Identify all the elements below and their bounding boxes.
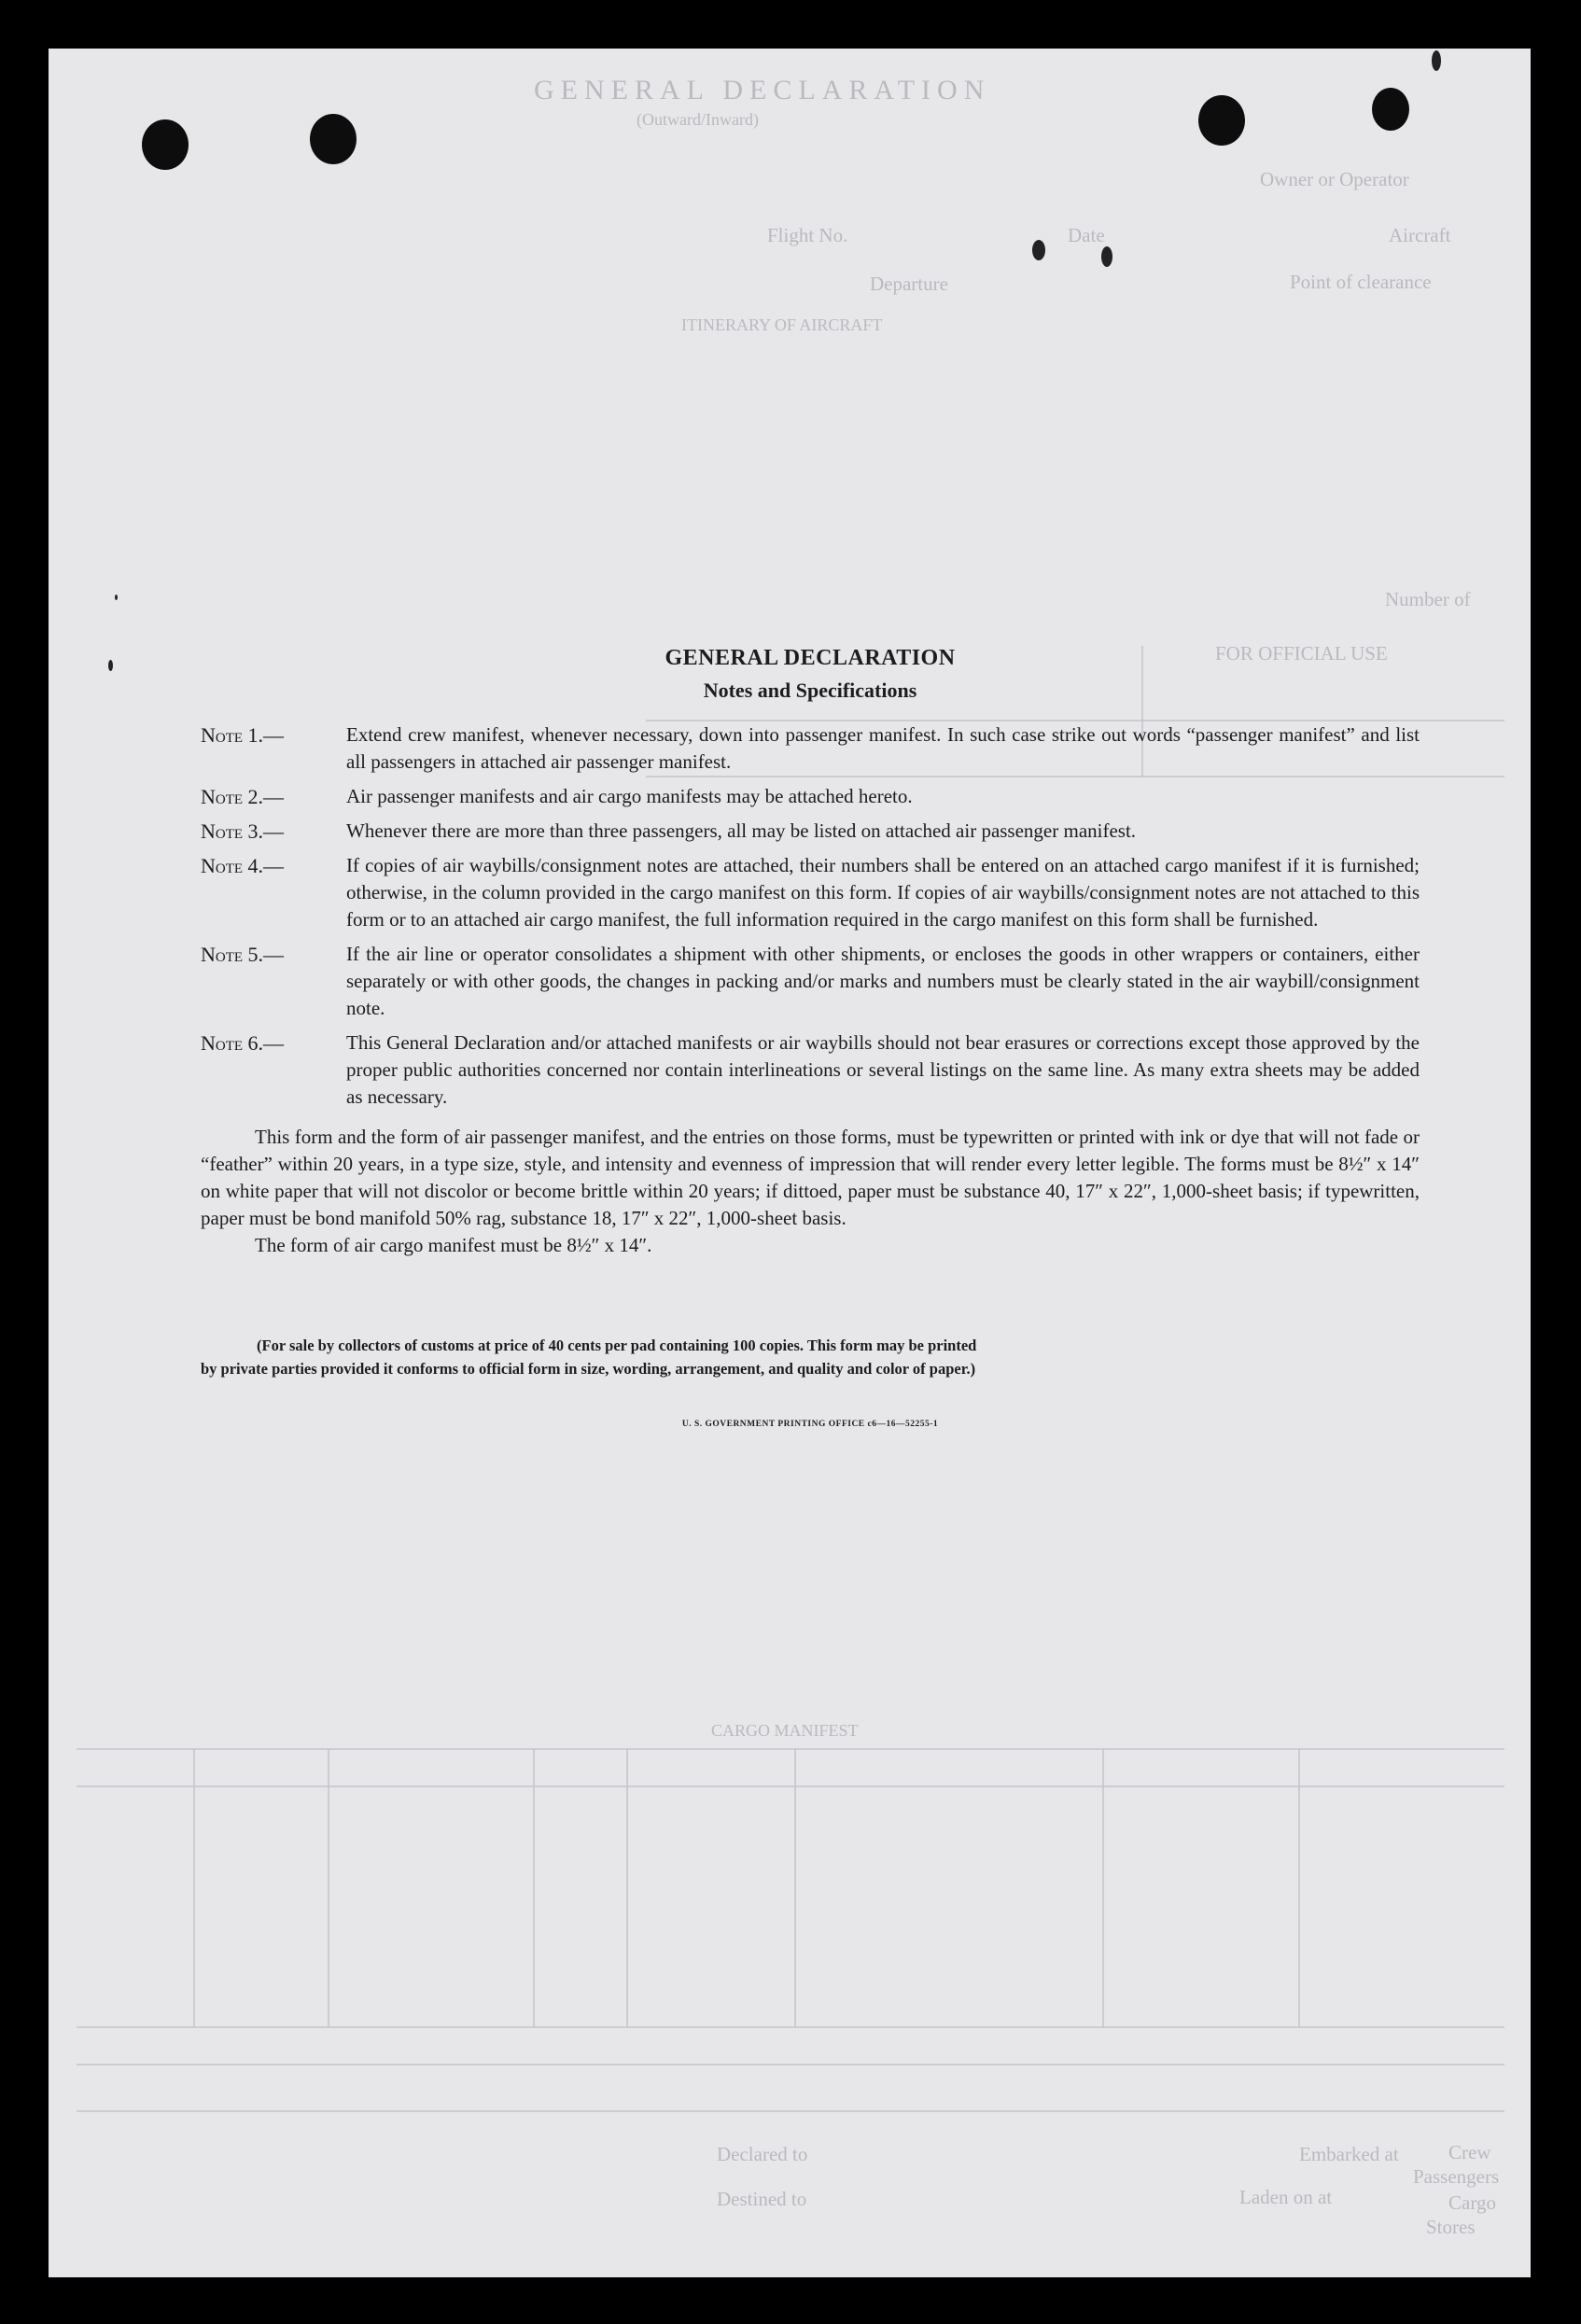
note-3 (201, 818, 1420, 845)
show-through-label: Embarked at (1299, 2143, 1399, 2165)
note-6 (201, 1029, 1420, 1111)
show-through-label: Departure (870, 273, 948, 295)
show-through-label: Number of (1385, 588, 1471, 610)
note-label: Note 4.— (201, 854, 285, 877)
show-through-label: Stores (1426, 2216, 1476, 2238)
show-through-label: Point of clearance (1290, 271, 1432, 293)
sale-notice-line: (For sale by collectors of customs at price of 40 cents per pad containing 100 copies. This form may be printed (257, 1337, 977, 1354)
show-through-label: Laden on at (1239, 2186, 1333, 2208)
show-through-label: ITINERARY OF AIRCRAFT (681, 315, 883, 334)
show-through-label: FOR OFFICIAL USE (1215, 642, 1388, 665)
show-through-title: GENERAL DECLARATION (534, 75, 991, 105)
show-through-label: Owner or Operator (1260, 168, 1409, 190)
page-subtitle: Notes and Specifications (703, 679, 917, 702)
show-through-label: CARGO MANIFEST (711, 1721, 859, 1740)
note-text: Air passenger manifests and air cargo manifests may be attached hereto. (346, 785, 913, 807)
notes-and-specifications (201, 646, 1420, 1429)
printer-imprint: U. S. GOVERNMENT PRINTING OFFICE c6—16—52255-1 (681, 1420, 939, 1429)
show-through-label: Date (1068, 224, 1105, 246)
show-through-label: Declared to (717, 2143, 808, 2165)
show-through-label: Passengers (1413, 2165, 1500, 2188)
show-through-subtitle: (Outward/Inward) (637, 110, 759, 129)
note-text: This General Declaration and/or attached manifests or air waybills should not bear erasures or corrections except those approved by the proper public authorities concerned nor contain interlineations or several listings on the same line. As many extra sheets may be added as necessary. (346, 1031, 1420, 1108)
paper-specification-paragraph: This form and the form of air passenger manifest, and the entries on those forms, must be typewritten or printed with ink or dye that will not fade or “feather” within 20 years, in a type size, style, and intensity and evenness of impression that will render every letter legible. The forms must be 8½″ x 14″ on white paper that will not discolor or become brittle within 20 years; if dittoed, paper must be substance 40, 17″ x 22″, 1,000-sheet basis; if typewritten, paper must be bond manifold 50% rag, substance 18, 17″ x 22″, 1,000-sheet basis. (201, 1126, 1420, 1229)
note-label: Note 6.— (201, 1031, 285, 1055)
note-text: If the air line or operator consolidates a shipment with other shipments, or encloses the goods in other wrappers or containers, either separately or with other goods, the changes in packing and/or marks and numbers must be clearly stated in the air waybill/consignment note. (346, 943, 1420, 1019)
show-through-label: Cargo (1448, 2191, 1496, 2214)
note-2 (201, 783, 1420, 810)
note-label: Note 3.— (201, 819, 285, 843)
note-1 (201, 721, 1420, 776)
show-through-label: Destined to (717, 2188, 807, 2210)
cargo-manifest-size-paragraph: The form of air cargo manifest must be 8½″ x 14″. (255, 1234, 652, 1256)
document-page (49, 49, 1531, 2277)
note-text: If copies of air waybills/consignment notes are attached, their numbers shall be entered on an attached cargo manifest if it is furnished; otherwise, in the column provided in the cargo manifest on this form. If copies of air waybills/consignment notes are not attached to this form or to an attached air cargo manifest, the full information required in the cargo manifest on this form shall be furnished. (346, 854, 1420, 931)
sale-notice-line: by private parties provided it conforms to official form in size, wording, arrangement, and quality and color of paper.) (201, 1360, 976, 1378)
show-through-label: Aircraft (1389, 224, 1451, 246)
note-text: Extend crew manifest, whenever necessary, down into passenger manifest. In such case strike out words “passenger manifest” and list all passengers in attached air passenger manifest. (346, 723, 1420, 773)
note-4 (201, 852, 1420, 933)
note-5 (201, 941, 1420, 1022)
note-label: Note 2.— (201, 785, 285, 808)
note-label: Note 5.— (201, 943, 285, 966)
show-through-label: Crew (1448, 2141, 1491, 2163)
sale-notice (201, 1334, 1420, 1380)
note-label: Note 1.— (201, 723, 285, 747)
note-text: Whenever there are more than three passengers, all may be listed on attached air passenger manifest. (346, 819, 1137, 842)
show-through-label: Flight No. (767, 224, 848, 246)
page-title: GENERAL DECLARATION (665, 646, 956, 670)
